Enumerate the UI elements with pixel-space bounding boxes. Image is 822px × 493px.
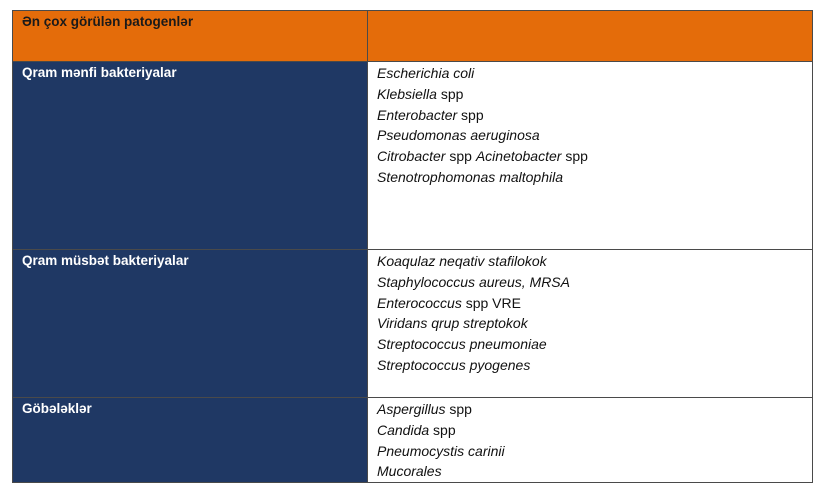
header-title: Ən çox görülən patogenlər: [22, 14, 194, 29]
list-item: Streptococcus pyogenes: [377, 356, 531, 373]
category-cell: [13, 62, 368, 250]
list-item: Pseudomonas aeruginosa: [377, 127, 540, 144]
list-item: Escherichia coli: [377, 65, 475, 81]
list-item: Viridans qrup streptokok: [377, 315, 528, 332]
list-item: Citrobacter spp Acinetobacter spp: [377, 148, 588, 165]
pathogen-list-cell: [368, 398, 813, 483]
table-row: [13, 62, 813, 250]
header-row: [13, 11, 813, 62]
pathogen-table: [12, 10, 813, 483]
list-item: Pneumocystis carinii: [377, 442, 505, 459]
list-item: Stenotrophomonas maltophila: [377, 168, 564, 185]
list-item: Staphylococcus aureus, MRSA: [377, 273, 570, 290]
category-label: Göbələklər: [22, 401, 92, 416]
category-label: Qram mənfi bakteriyalar: [22, 65, 177, 80]
header-cell-title: [13, 11, 368, 62]
list-item: Enterococcus spp VRE: [377, 294, 521, 311]
category-cell: [13, 250, 368, 398]
pathogen-list-cell: [368, 62, 813, 250]
list-item: Klebsiella spp: [377, 85, 464, 102]
pathogen-list-cell: [368, 250, 813, 398]
list-item: Enterobacter spp: [377, 106, 484, 123]
table-row: [13, 398, 813, 483]
list-item: Koaqulaz neqativ stafilokok: [377, 253, 547, 269]
list-item: Streptococcus pneumoniae: [377, 336, 547, 353]
list-item: Mucorales: [377, 463, 442, 480]
header-cell-empty: [368, 11, 813, 62]
category-label: Qram müsbət bakteriyalar: [22, 253, 189, 268]
list-item: Aspergillus spp: [377, 401, 472, 417]
category-cell: [13, 398, 368, 483]
table-row: [13, 250, 813, 398]
list-item: Candida spp: [377, 421, 456, 438]
